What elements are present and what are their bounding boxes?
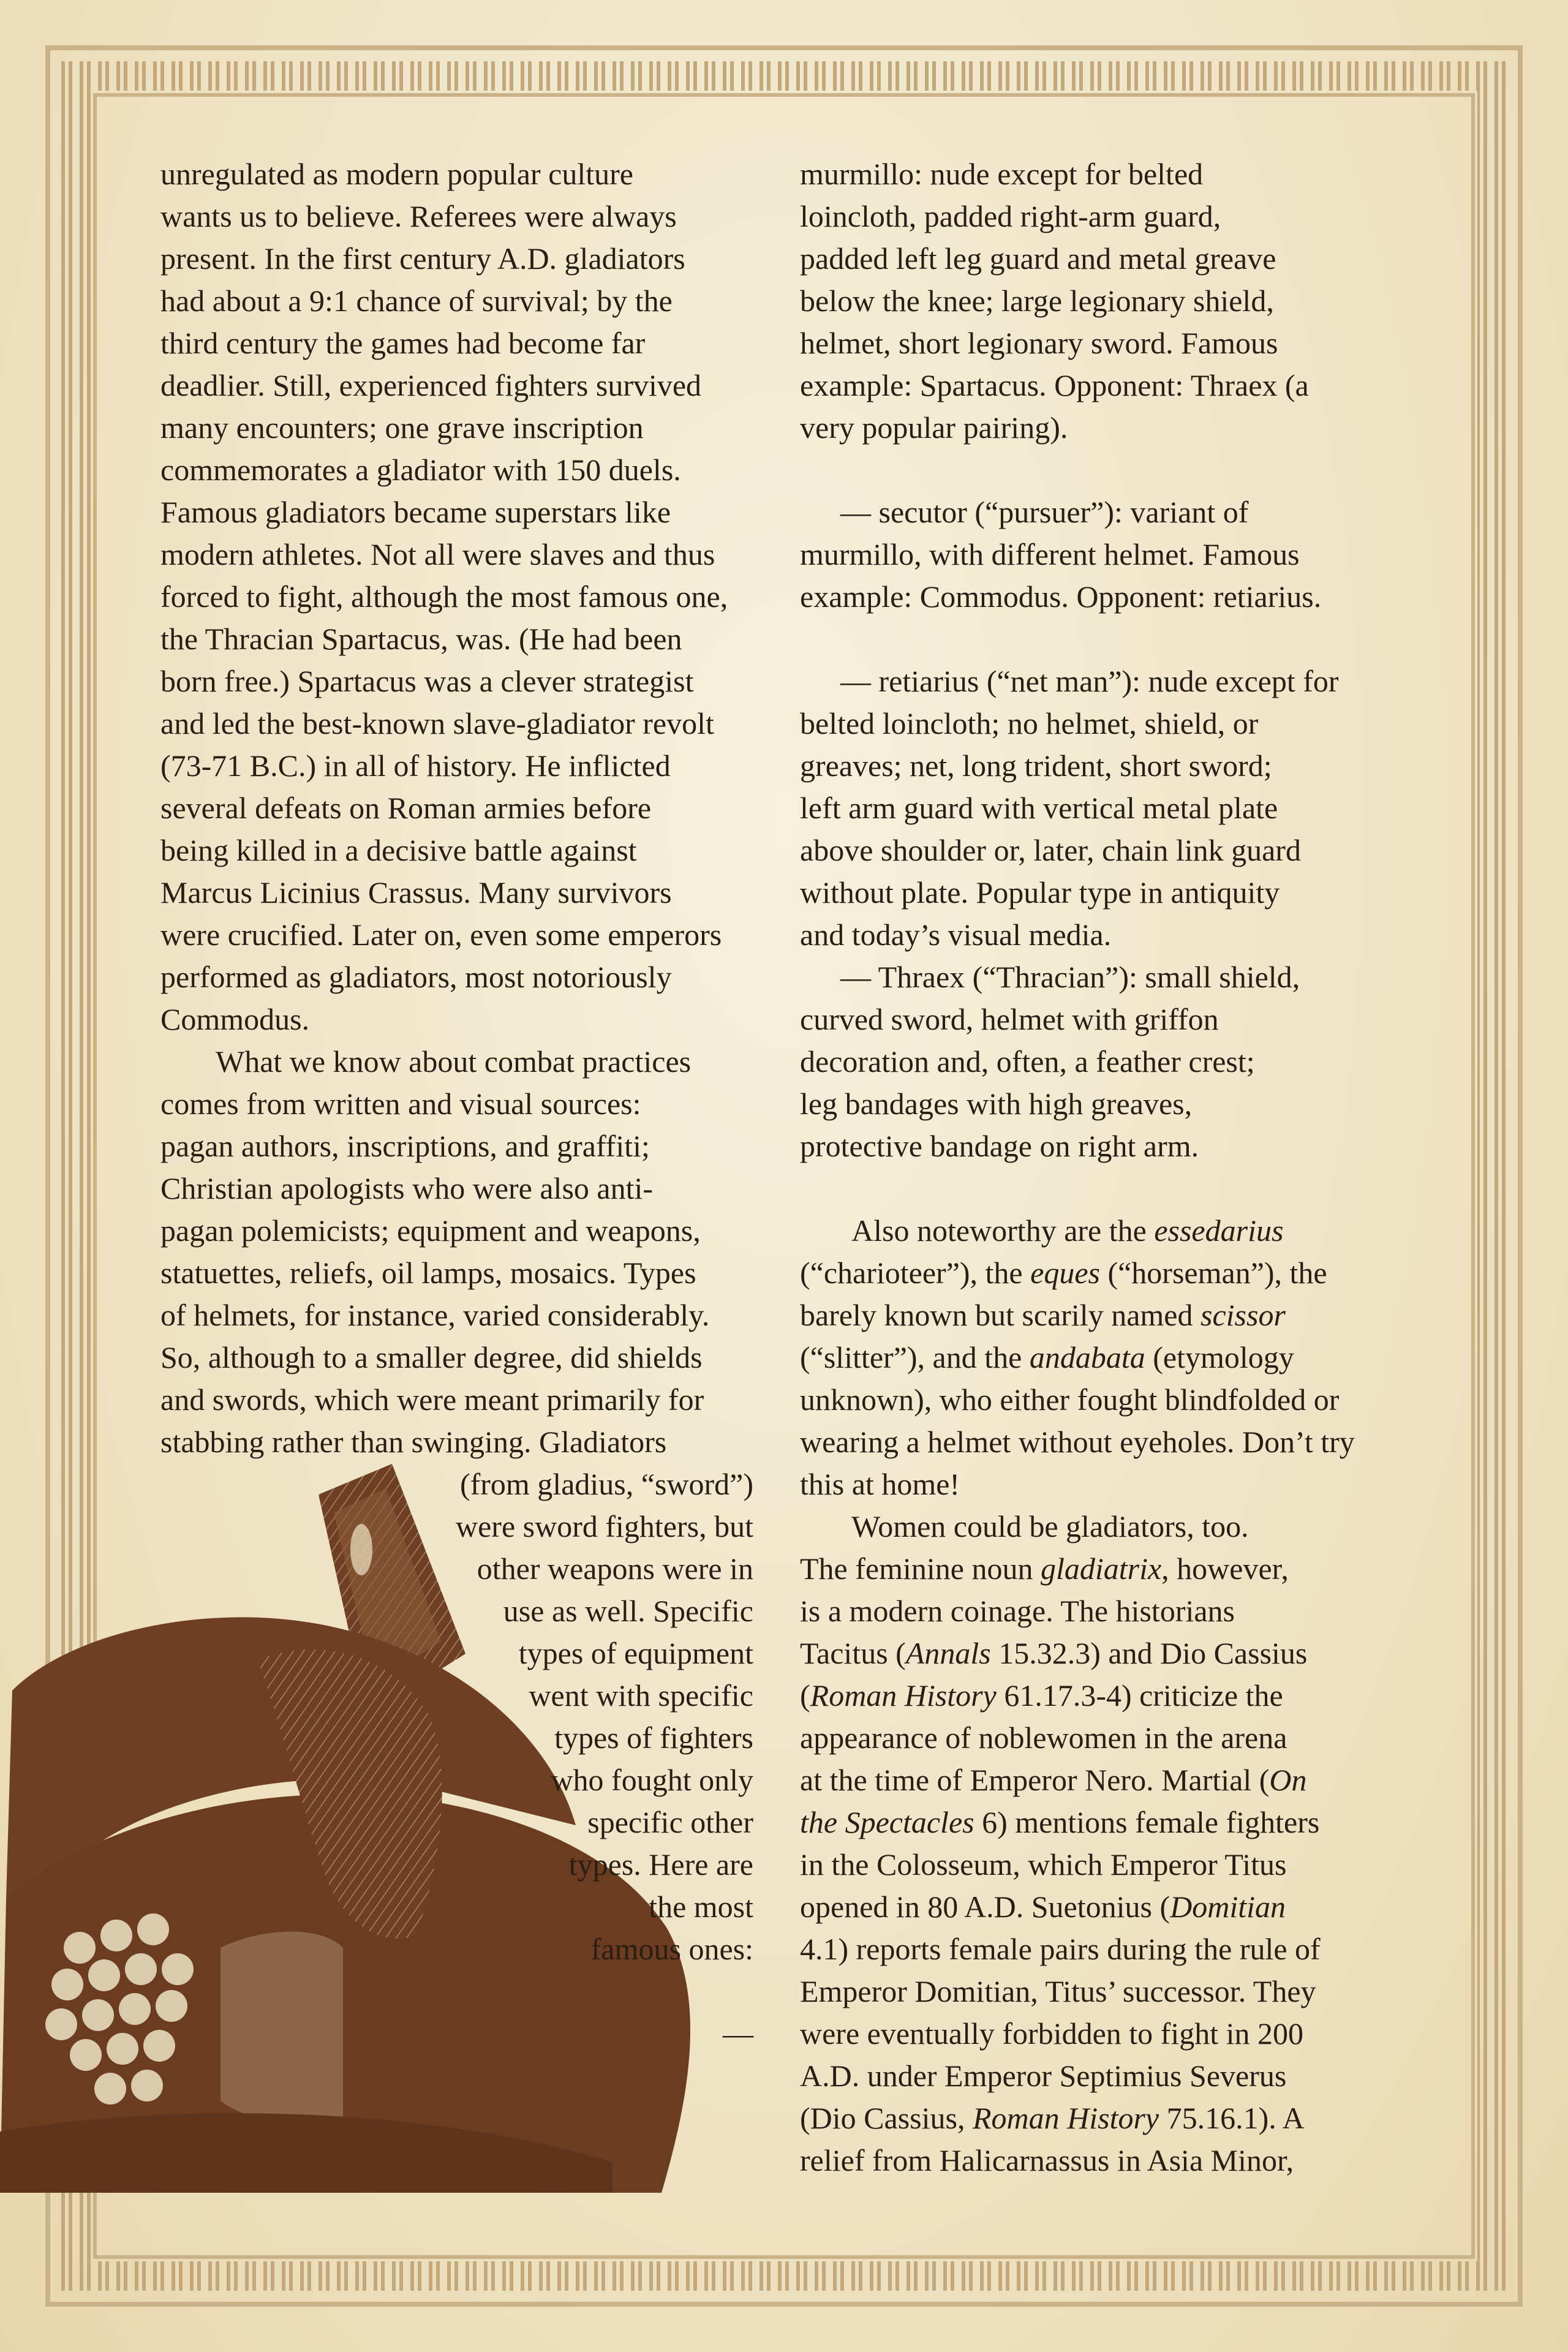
text-line: — retiarius (“net man”): nude except for [840, 664, 1339, 698]
text-line: statuettes, reliefs, oil lamps, mosaics. Types [160, 1256, 696, 1290]
text-line: without plate. Popular type in antiquity [800, 875, 1280, 910]
text-line: famous ones: [590, 1932, 753, 1966]
text-line: murmillo, with different helmet. Famous [800, 537, 1300, 571]
text-line: Famous gladiators became superstars like [160, 495, 671, 529]
text-line: the Thracian Spartacus, was. (He had been [160, 622, 682, 656]
text-line: of helmets, for instance, varied considerably. [160, 1298, 710, 1332]
text-line: unregulated as modern popular culture [160, 157, 633, 191]
text-line: curved sword, helmet with griffon [800, 1002, 1219, 1036]
retiarius-entry [800, 660, 1412, 956]
text-line: commemorates a gladiator with 150 duels. [160, 453, 681, 487]
text-line: who fought only [551, 1763, 753, 1797]
text-line: wants us to believe. Referees were always [160, 199, 677, 233]
text-line: types. Here are [568, 1847, 753, 1882]
text-line: deadlier. Still, experienced fighters survived [160, 368, 702, 402]
text-line: (from gladius, “sword”) [459, 1467, 753, 1501]
text-line: Commodus. [160, 1002, 310, 1036]
text-line: present. In the first century A.D. gladiators [160, 241, 685, 276]
text-line: Christian apologists who were also anti- [160, 1171, 654, 1205]
text-line: went with specific [529, 1678, 753, 1713]
text-line: many encounters; one grave inscription [160, 410, 644, 445]
text-line: (73-71 B.C.) in all of history. He inflicted [160, 748, 671, 783]
text-line: forced to fight, although the most famous one, [160, 579, 728, 614]
text-line: stabbing rather than swinging. Gladiators [160, 1425, 667, 1459]
left-wrap-text [368, 1463, 753, 2055]
text-line: were sword fighters, but [456, 1509, 753, 1544]
text-line: padded left leg guard and metal greave [800, 241, 1276, 276]
text-line [368, 1970, 753, 2013]
also-noteworthy-paragraph: Also noteworthy are the essedarius (“charioteer”), the eques (“horseman”), the barely known but scarily named scissor (“slitter”), and the andabata (etymology unknown), who either fought blindfolded or wearing a helmet without eyeholes. Don’t try this at home! [800, 1213, 1355, 1501]
text-line: other weapons were in [477, 1551, 753, 1586]
text-line: use as well. Specific [503, 1594, 753, 1628]
text-line: and led the best-known slave-gladiator revolt [160, 706, 714, 741]
text-line: What we know about combat practices [216, 1044, 692, 1079]
text-line: left arm guard with vertical metal plate [800, 791, 1278, 825]
text-line: Marcus Licinius Crassus. Many survivors [160, 875, 672, 910]
text-line: third century the games had become far [160, 326, 646, 360]
left-column [160, 153, 761, 1463]
text-line: greaves; net, long trident, short sword; [800, 748, 1272, 783]
text-line: had about a 9:1 chance of survival; by the [160, 284, 673, 318]
secutor-entry [800, 491, 1412, 618]
text-line: types of fighters [554, 1721, 753, 1755]
right-column [800, 153, 1412, 2182]
text-line: example: Spartacus. Opponent: Thraex (a [800, 368, 1309, 402]
text-line: pagan authors, inscriptions, and graffiti; [160, 1129, 650, 1163]
women-paragraph: Women could be gladiators, too. The feminine noun gladiatrix, however, is a modern coinage. The historians Tacitus (Annals 15.32.3) and Dio Cassius (Roman History 61.17.3-4) criticize the appearance of noblewomen in the arena at the time of Emperor Nero. Martial (On the Spectacles 6) mentions female fighters in the Colosseum, which Emperor Titus opened in 80 A.D. Suetonius (Domitian 4.1) reports female pairs during the rule of Emperor Domitian, Titus’ successor. They were eventually forbidden to fight in 200 A.D. under Emperor Septimius Severus (Dio Cassius, Roman History 75.16.1). A relief from Halicarnassus in Asia Minor, [800, 1509, 1321, 2177]
murmillo-entry [800, 153, 1412, 449]
text-line: below the knee; large legionary shield, [800, 284, 1274, 318]
text-line: — Thraex (“Thracian”): small shield, [840, 960, 1300, 994]
text-line: born free.) Spartacus was a clever strategist [160, 664, 694, 698]
text-line: example: Commodus. Opponent: retiarius. [800, 579, 1322, 614]
text-line: being killed in a decisive battle against [160, 833, 637, 867]
text-line: belted loincloth; no helmet, shield, or [800, 706, 1259, 741]
text-line: several defeats on Roman armies before [160, 791, 652, 825]
thraex-entry [800, 956, 1412, 1167]
text-line: decoration and, often, a feather crest; [800, 1044, 1255, 1079]
text-line: — [723, 2016, 753, 2051]
text-line: and swords, which were meant primarily for [160, 1382, 704, 1417]
text-line: loincloth, padded right-arm guard, [800, 199, 1221, 233]
text-line: pagan polemicists; equipment and weapons, [160, 1213, 701, 1248]
text-line: helmet, short legionary sword. Famous [800, 326, 1278, 360]
text-line: very popular pairing). [800, 410, 1068, 445]
text-line: — secutor (“pursuer”): variant of [840, 495, 1249, 529]
text-line: above shoulder or, later, chain link guard [800, 833, 1301, 867]
text-line: types of equipment [518, 1636, 753, 1670]
text-line: performed as gladiators, most notoriously [160, 960, 672, 994]
text-line: leg bandages with high greaves, [800, 1087, 1193, 1121]
text-line: protective bandage on right arm. [800, 1129, 1199, 1163]
text-line: the most [649, 1890, 753, 1924]
text-line: So, although to a smaller degree, did shields [160, 1340, 703, 1374]
text-line: comes from written and visual sources: [160, 1087, 641, 1121]
text-line: and today’s visual media. [800, 918, 1112, 952]
text-line: were crucified. Later on, even some emperors [160, 918, 722, 952]
text-line: murmillo: nude except for belted [800, 157, 1204, 191]
text-line: modern athletes. Not all were slaves and thus [160, 537, 715, 571]
text-line: specific other [587, 1805, 753, 1839]
